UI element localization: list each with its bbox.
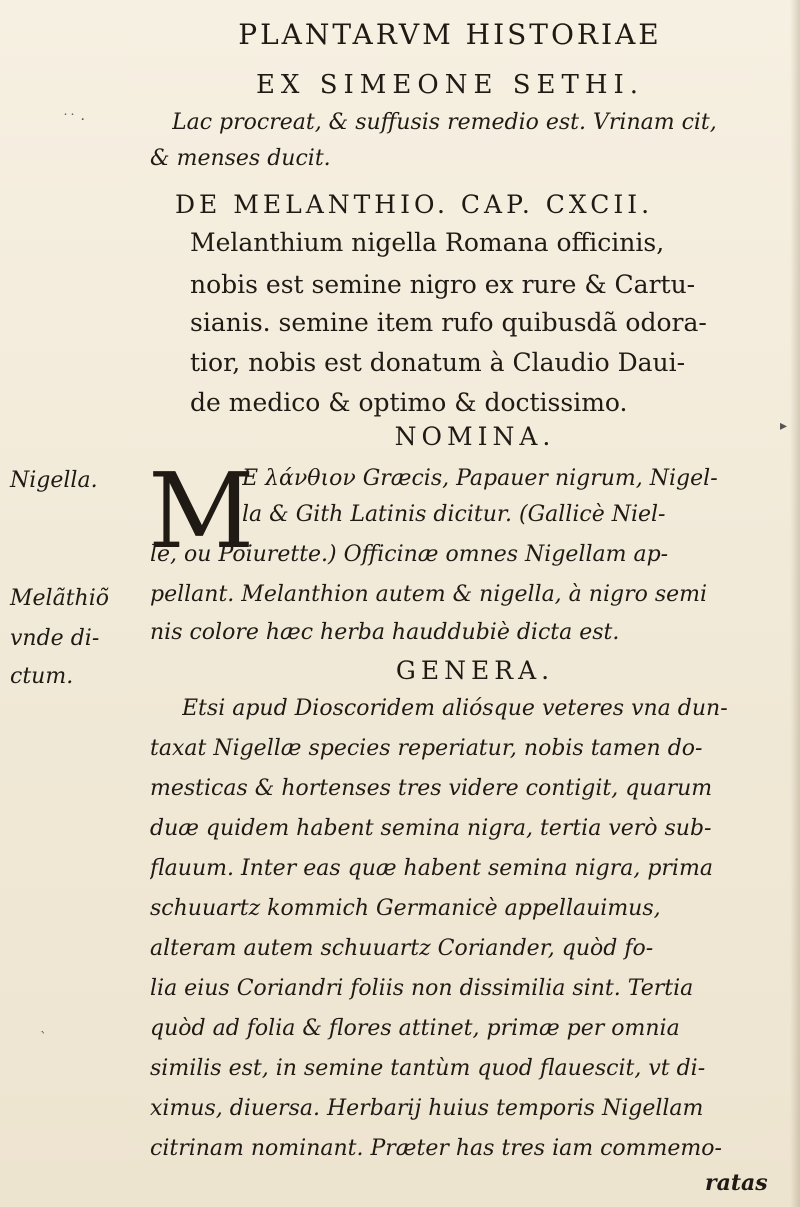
margin-note-nigella: Nigella.: [10, 468, 98, 493]
text-line: sianis. semine item rufo quibusdã odora-: [190, 308, 707, 337]
text-line: schuuartz kommich Germanicè appellauimus,: [150, 896, 661, 921]
text-line: de medico & optimo & doctissimo.: [190, 388, 628, 417]
section-heading-genera: GENERA.: [395, 656, 555, 685]
text-line: le, ou Poiurette.) Officinæ omnes Nigellam ap-: [150, 542, 669, 567]
text-line: Melanthium nigella Romana officinis,: [190, 228, 665, 257]
text-line: tior, nobis est donatum à Claudio Daui-: [190, 348, 686, 377]
ink-speck-mark: `: [40, 1030, 47, 1046]
section-heading-nomina: NOMINA.: [394, 422, 556, 451]
text-line: Etsi apud Dioscoridem aliósque veteres vna dun-: [182, 696, 728, 721]
text-line: flauum. Inter eas quæ habent semina nigra, prima: [150, 856, 713, 881]
margin-note-melathio: Melãthiõ: [10, 586, 109, 611]
text-line: taxat Nigellæ species reperiatur, nobis tamen do-: [150, 736, 703, 761]
text-line: citrinam nominant. Præter has tres iam commemo-: [150, 1136, 722, 1161]
margin-note-unde-dictum: vnde di-: [10, 626, 100, 651]
text-line: lia eius Coriandri foliis non dissimilia sint. Tertia: [150, 976, 694, 1001]
page-edge-shadow: [790, 0, 800, 1207]
text-line: pellant. Melanthion autem & nigella, à nigro semi: [150, 582, 708, 607]
text-line: nis colore hæc herba hauddubiè dicta est.: [150, 620, 620, 645]
text-line: ximus, diuersa. Herbarij huius temporis Nigellam: [150, 1096, 704, 1121]
text-line: Ε λάνθιον Græcis, Papauer nigrum, Nigel-: [242, 466, 718, 491]
running-subheader: EX SIMEONE SETHI.: [255, 70, 645, 100]
text-line: similis est, in semine tantùm quod flauescit, vt di-: [150, 1056, 706, 1081]
chapter-heading: DE MELANTHIO. CAP. CXCII.: [175, 190, 654, 219]
text-line: Lac procreat, & suffusis remedio est. Vrinam cit,: [172, 110, 717, 135]
text-line: alteram autem schuuartz Coriander, quòd fo-: [150, 936, 654, 961]
text-line: la & Gith Latinis dicitur. (Gallicè Niel-: [242, 502, 666, 527]
text-line: duæ quidem habent semina nigra, tertia verò sub-: [150, 816, 712, 841]
margin-note-ctum: ctum.: [10, 664, 74, 689]
text-line: nobis est semine nigro ex rure & Cartu-: [190, 270, 696, 299]
text-line: mesticas & hortenses tres videre contigit, quarum: [150, 776, 713, 801]
catchword: ratas: [705, 1170, 768, 1196]
text-line: & menses ducit.: [150, 146, 331, 171]
ink-smudge-mark: ˙˙ ·: [62, 112, 85, 128]
running-header: PLANTARVM HISTORIAE: [238, 18, 662, 51]
text-line: quòd ad folia & flores attinet, primæ per omnia: [150, 1016, 680, 1041]
drop-capital: M: [148, 450, 255, 572]
ink-speck-mark: ▸: [780, 418, 788, 434]
